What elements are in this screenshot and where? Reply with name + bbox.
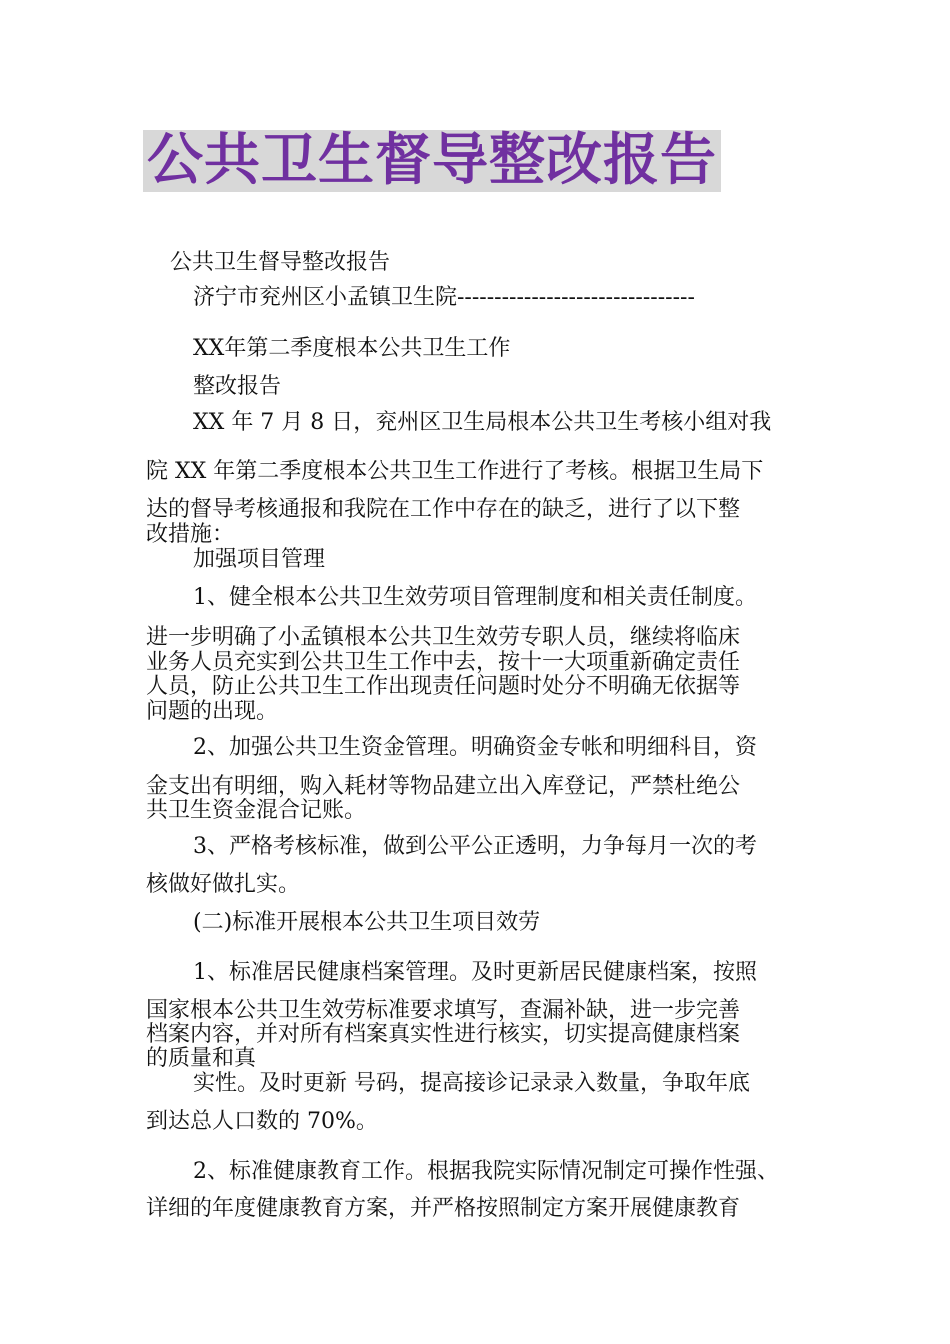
paragraph-line: 业务人员充实到公共卫生工作中去，按十一大项重新确定责任 xyxy=(146,650,741,675)
report-heading-line-2: 整改报告 xyxy=(193,374,282,399)
paragraph-line: 进一步明确了小孟镇根本公共卫生效劳专职人员，继续将临床 xyxy=(146,625,741,650)
paragraph-line: 档案内容，并对所有档案真实性进行核实，切实提高健康档案 xyxy=(146,1022,741,1047)
paragraph-line: 达的督导考核通报和我院在工作中存在的缺乏，进行了以下整 xyxy=(146,497,741,522)
report-heading-line-1: XX年第二季度根本公共卫生工作 xyxy=(193,336,511,361)
document-title: 公共卫生督导整改报告 xyxy=(147,128,717,193)
paragraph-line: 实性。及时更新 号码，提高接诊记录录入数量，争取年底 xyxy=(193,1071,750,1096)
subtitle-line: 公共卫生督导整改报告 xyxy=(170,250,391,275)
institution-line: 济宁市兖州区小孟镇卫生院-------------------------------- xyxy=(193,285,695,310)
section-heading: 加强项目管理 xyxy=(193,547,326,572)
paragraph-line: 到达总人口数的 70%。 xyxy=(146,1109,378,1134)
paragraph-line: 院 XX 年第二季度根本公共卫生工作进行了考核。根据卫生局下 xyxy=(146,459,764,484)
paragraph-line: 问题的出现。 xyxy=(146,699,279,724)
title-highlight xyxy=(143,130,721,192)
paragraph-line: 共卫生资金混合记账。 xyxy=(146,798,367,823)
paragraph-line: 金支出有明细，购入耗材等物品建立出入库登记，严禁杜绝公 xyxy=(146,774,741,799)
paragraph-line: 1、健全根本公共卫生效劳项目管理制度和相关责任制度。 xyxy=(193,585,757,610)
paragraph-line: 核做好做扎实。 xyxy=(146,872,301,897)
paragraph-line: 国家根本公共卫生效劳标准要求填写，查漏补缺，进一步完善 xyxy=(146,998,741,1023)
paragraph-line: 人员，防止公共卫生工作出现责任问题时处分不明确无依据等 xyxy=(146,674,741,699)
paragraph-line: 的质量和真 xyxy=(146,1046,257,1071)
paragraph-line: 2、标准健康教育工作。根据我院实际情况制定可操作性强、 xyxy=(193,1159,779,1184)
paragraph-line: 3、严格考核标准，做到公平公正透明，力争每月一次的考 xyxy=(193,834,757,859)
section-heading: (二)标准开展根本公共卫生项目效劳 xyxy=(193,910,541,935)
paragraph-line: XX 年 7 月 8 日，兖州区卫生局根本公共卫生考核小组对我 xyxy=(193,410,772,435)
paragraph-line: 2、加强公共卫生资金管理。明确资金专帐和明细科目，资 xyxy=(193,735,757,760)
paragraph-line: 详细的年度健康教育方案，并严格按照制定方案开展健康教育 xyxy=(146,1196,741,1221)
paragraph-line: 1、标准居民健康档案管理。及时更新居民健康档案，按照 xyxy=(193,960,757,985)
paragraph-line: 改措施： xyxy=(146,522,235,547)
